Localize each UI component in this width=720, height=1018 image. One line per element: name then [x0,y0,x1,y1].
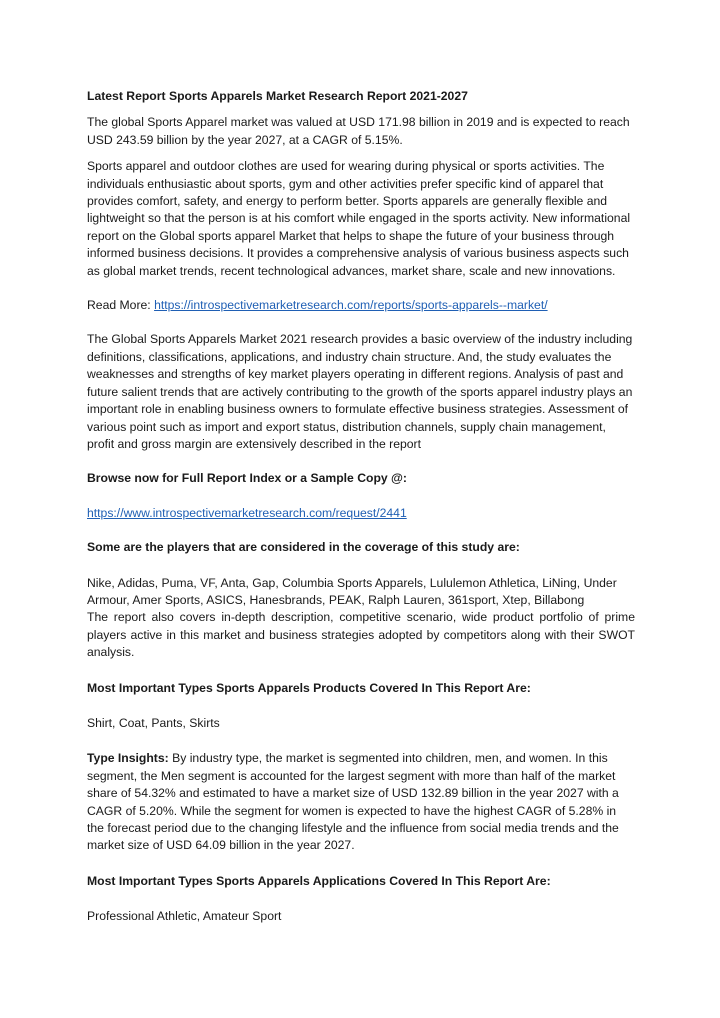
players-list: Nike, Adidas, Puma, VF, Anta, Gap, Columbia Sports Apparels, Lululemon Athletica, LiNing, Under Armour, Amer Sports, ASICS, Hanesbrands, PEAK, Ralph Lauren, 361sport, Xtep, Billabong [87,575,617,607]
market-paragraph: The Global Sports Apparels Market 2021 research provides a basic overview of the industry including definitions, classifications, applications, and industry chain structure. And, the study evaluates the weaknesses and strengths of key market players operating in different regions. Analysis of past and future salient trends that are actively contributing to the growth of the sports apparel industry plays an important role in enabling business owners to formulate effective business strategies. Assessment of various point such as import and export status, distribution channels, supply chain management, profit and gross margin are extensively described in the report [87,332,633,451]
report-link[interactable]: https://introspectivemarketresearch.com/reports/sports-apparels--market/ [154,298,548,313]
request-link[interactable]: https://www.introspectivemarketresearch.com/request/2441 [87,505,407,520]
applications-heading: Most Important Types Sports Apparels Applications Covered In This Report Are: [87,873,551,888]
document-page [87,88,635,926]
players-heading: Some are the players that are considered in the coverage of this study are: [87,540,520,555]
applications-list: Professional Athletic, Amateur Sport [87,909,282,924]
intro-paragraph: The global Sports Apparel market was valued at USD 171.98 billion in 2019 and is expected to reach USD 243.59 billion by the year 2027, at a CAGR of 5.15%. [87,115,630,147]
overview-paragraph: Sports apparel and outdoor clothes are used for wearing during physical or sports activities. The individuals enthusiastic about sports, gym and other activities prefer specific kind of apparel that provides comfort, safety, and energy to perform better. Sports apparels are generally flexible and lightweight so that the person is at his comfort while engaged in the sports activity. New informational report on the Global sports apparel Market that helps to shape the future of your business through informed business decisions. It provides a comprehensive analysis of various business aspects such as global market trends, recent technological advances, market share, scale and new innovations. [87,159,631,278]
types-heading: Most Important Types Sports Apparels Products Covered In This Report Are: [87,680,531,695]
types-list: Shirt, Coat, Pants, Skirts [87,715,220,730]
players-description: The report also covers in-depth description, competitive scenario, wide product portfolio of prime players active in this market and business strategies adopted by competitors along with their SWOT analysis. [87,610,635,660]
read-more-line [87,297,635,314]
type-insights-text: By industry type, the market is segmented into children, men, and women. In this segment, the Men segment is accounted for the largest segment with more than half of the market share of 54.32% and estimated to have a market size of USD 132.89 billion in the year 2027 with a CAGR of 5.20%. While the segment for women is expected to have the highest CAGR of 5.28% in the forecast period due to the changing lifestyle and the influence from social media trends and the market size of USD 64.09 billion in the year 2027. [87,751,619,853]
report-title: Latest Report Sports Apparels Market Research Report 2021-2027 [87,89,468,103]
type-insights-paragraph [87,750,635,854]
type-insights-label: Type Insights: [87,751,169,766]
browse-heading: Browse now for Full Report Index or a Sample Copy @: [87,471,407,486]
read-more-label: Read More: [87,298,155,313]
